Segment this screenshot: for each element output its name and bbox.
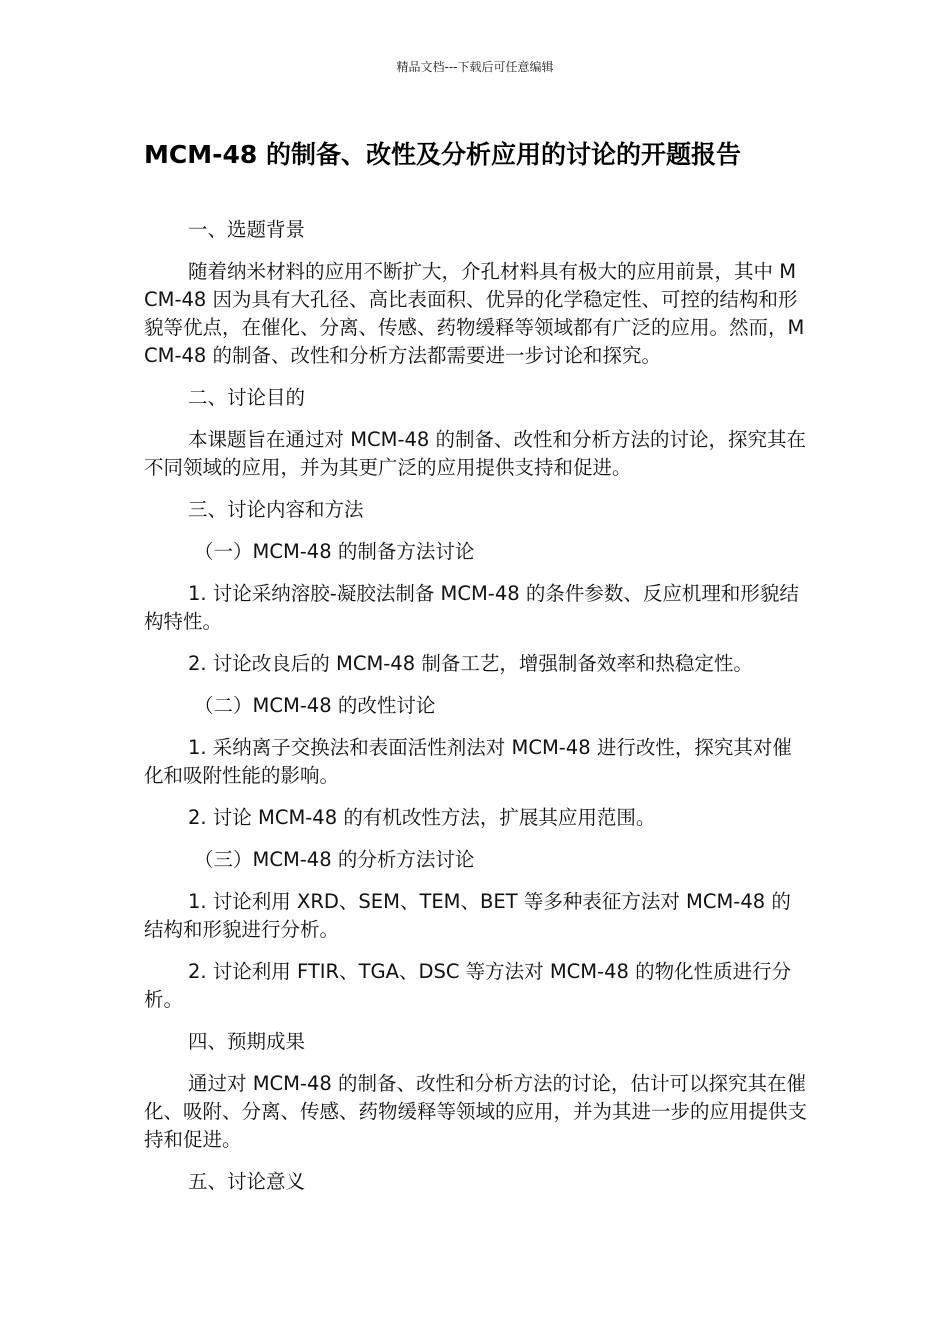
list-item-analysis-2: 2. 讨论利用 FTIR、TGA、DSC 等方法对 MCM-48 的物化性质进行分析。: [144, 960, 792, 1011]
header-note: 精品文档---下载后可任意编辑: [396, 60, 554, 74]
section-heading-background: 一、选题背景: [188, 218, 306, 241]
list-item-modification-2: 2. 讨论 MCM-48 的有机改性方法，扩展其应用范围。: [188, 806, 656, 829]
list-item-modification-1: 1. 采纳离子交换法和表面活性剂法对 MCM-48 进行改性，探究其对催化和吸附性能的影响。: [144, 736, 792, 787]
list-item-analysis-1: 1. 讨论利用 XRD、SEM、TEM、BET 等多种表征方法对 MCM-48 的结构和形貌进行分析。: [144, 890, 791, 941]
paragraph-outcomes: 通过对 MCM-48 的制备、改性和分析方法的讨论，估计可以探究其在催化、吸附、分离、传感、药物缓释等领域的应用，并为其进一步的应用提供支持和促进。: [144, 1072, 808, 1151]
subsection-heading-preparation: （一）MCM-48 的制备方法讨论: [194, 540, 475, 563]
subsection-heading-analysis: （三）MCM-48 的分析方法讨论: [194, 848, 475, 871]
paragraph-purpose: 本课题旨在通过对 MCM-48 的制备、改性和分析方法的讨论，探究其在不同领域的应用，并为其更广泛的应用提供支持和促进。: [144, 428, 807, 479]
paragraph-background: 随着纳米材料的应用不断扩大，介孔材料具有极大的应用前景，其中 MCM-48 因为具有大孔径、高比表面积、优异的化学稳定性、可控的结构和形貌等优点，在催化、分离、传感、药物缓释等领域都有广泛的应用。然而，MCM-48 的制备、改性和分析方法都需要进一步讨论和探究。: [144, 260, 805, 367]
document-body: [144, 216, 808, 1210]
document-title: MCM-48 的制备、改性及分析应用的讨论的开题报告: [144, 140, 741, 169]
section-heading-significance: 五、讨论意义: [188, 1170, 306, 1193]
list-item-preparation-1: 1. 讨论采纳溶胶-凝胶法制备 MCM-48 的条件参数、反应机理和形貌结构特性。: [144, 582, 799, 633]
section-heading-purpose: 二、讨论目的: [188, 386, 306, 409]
subsection-heading-modification: （二）MCM-48 的改性讨论: [194, 694, 436, 717]
section-heading-content: 三、讨论内容和方法: [188, 498, 364, 521]
list-item-preparation-2: 2. 讨论改良后的 MCM-48 制备工艺，增强制备效率和热稳定性。: [188, 652, 753, 675]
section-heading-outcomes: 四、预期成果: [188, 1030, 306, 1053]
